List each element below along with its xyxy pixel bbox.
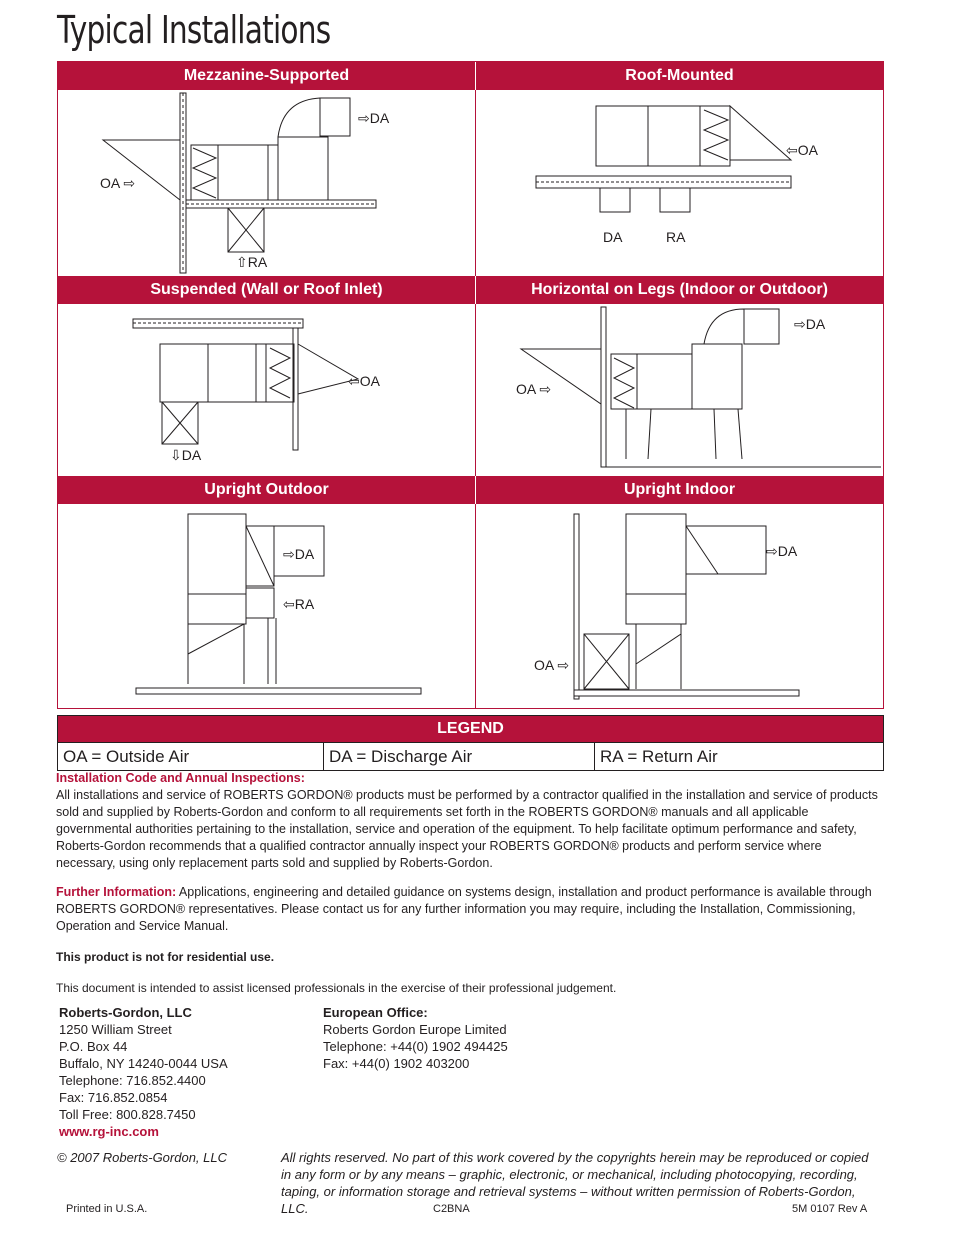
- legend: [57, 715, 884, 771]
- panel-title-mezzanine: Mezzanine-Supported: [58, 62, 476, 90]
- eu-phone: Telephone: +44(0) 1902 494425: [323, 1039, 508, 1054]
- label-oa: OA ⇨: [516, 381, 552, 397]
- contact-eu: [323, 1004, 508, 1072]
- panel-title-horizontal: Horizontal on Legs (Indoor or Outdoor): [531, 281, 828, 298]
- panel-title-roof: Roof-Mounted: [625, 67, 734, 84]
- footer-rev: 5M 0107 Rev A: [792, 1203, 868, 1215]
- eu-office-title: European Office:: [323, 1005, 428, 1020]
- label-ra: ⇦RA: [283, 596, 315, 612]
- label-oa: OA ⇨: [534, 657, 570, 673]
- panel-title-suspended: Suspended (Wall or Roof Inlet): [58, 276, 476, 304]
- further-section: [56, 884, 881, 935]
- footer-printed: Printed in U.S.A.: [66, 1203, 148, 1215]
- label-da: ⇨DA: [358, 110, 390, 126]
- label-ra: ⇧RA: [236, 254, 268, 270]
- rights-statement: All rights reserved. No part of this work covered by the copyrights herein may be reproduced or copied in any form or by any means – graphic, electronic, or mechanical, including photocopying, recording, taping, or information storage and retrieval systems – without written permission of Roberts-Gordon, LLC.: [281, 1150, 869, 1216]
- toll-free: Toll Free: 800.828.7450: [59, 1107, 196, 1122]
- label-oa: OA ⇨: [100, 175, 136, 191]
- install-heading: Installation Code and Annual Inspections:: [56, 771, 305, 785]
- panel-title-upright-outdoor: Upright Outdoor: [58, 476, 476, 504]
- mezzanine-diagram: [58, 90, 475, 276]
- upright-outdoor-diagram: [58, 504, 475, 708]
- legend-da: DA = Discharge Air: [324, 743, 595, 770]
- row1-header: [58, 62, 883, 90]
- fax: Fax: 716.852.0854: [59, 1090, 168, 1105]
- label-da: ⇩DA: [170, 447, 202, 463]
- contact-us: [59, 1004, 228, 1140]
- page-title: Typical Installations: [57, 8, 331, 52]
- row2-header: [58, 276, 883, 304]
- company-name: Roberts-Gordon, LLC: [59, 1005, 192, 1020]
- label-ra: RA: [666, 229, 686, 245]
- footer-code: C2BNA: [433, 1203, 470, 1215]
- label-da: ⇨DA: [283, 546, 315, 562]
- installations-grid: [57, 61, 884, 709]
- copyright: © 2007 Roberts-Gordon, LLC: [57, 1150, 228, 1165]
- address-line: Buffalo, NY 14240-0044 USA: [59, 1056, 228, 1071]
- legend-oa: OA = Outside Air: [58, 743, 324, 770]
- label-da: DA: [603, 229, 623, 245]
- panel-suspended: [58, 304, 476, 476]
- panel-upright-indoor: [476, 504, 883, 708]
- website-link[interactable]: www.rg-inc.com: [59, 1124, 159, 1139]
- further-text: Applications, engineering and detailed guidance on systems design, installation and product performance is available through ROBERTS GORDON® representatives. Please contact us for any further information you may require, including the Installation, Commissioning, Operation and Service Manual.: [56, 885, 872, 933]
- eu-fax: Fax: +44(0) 1902 403200: [323, 1056, 470, 1071]
- phone: Telephone: 716.852.4400: [59, 1073, 206, 1088]
- install-section: [56, 770, 881, 872]
- horizontal-diagram: [476, 304, 883, 476]
- install-text: All installations and service of ROBERTS GORDON® products must be performed by a contractor qualified in the installation and service of products sold and supplied by Roberts-Gordon and conform to all requirements set forth in the ROBERTS GORDON® manuals and all applicable governmental authorities pertaining to the installation, service and operation of the equipment. To help facilitate optimum performance and safety, Roberts-Gordon recommends that a qualified contractor annually inspect your ROBERTS GORDON® products and perform service where necessary, using only replacement parts sold and supplied by Roberts-Gordon.: [56, 788, 878, 870]
- disclaimer: This document is intended to assist licensed professionals in the exercise of their professional judgement.: [56, 981, 617, 995]
- label-da: ⇨DA: [794, 316, 826, 332]
- address-line: P.O. Box 44: [59, 1039, 128, 1054]
- eu-line: Roberts Gordon Europe Limited: [323, 1022, 507, 1037]
- further-heading: Further Information:: [56, 885, 177, 899]
- panel-roof: [476, 90, 883, 276]
- panel-mezzanine: [58, 90, 476, 276]
- label-oa: ⇦OA: [348, 373, 380, 389]
- legend-ra: RA = Return Air: [600, 747, 718, 766]
- residential-note: This product is not for residential use.: [56, 950, 275, 964]
- row3-header: [58, 476, 883, 504]
- roof-diagram: [476, 90, 883, 276]
- upright-indoor-diagram: [476, 504, 883, 708]
- label-oa: ⇦OA: [786, 142, 818, 158]
- address-line: 1250 William Street: [59, 1022, 172, 1037]
- legend-title: LEGEND: [58, 716, 883, 743]
- panel-title-upright-indoor: Upright Indoor: [623, 481, 736, 498]
- suspended-diagram: [58, 304, 475, 476]
- panel-horizontal: [476, 304, 883, 476]
- panel-upright-outdoor: [58, 504, 476, 708]
- label-da: ⇨DA: [766, 543, 798, 559]
